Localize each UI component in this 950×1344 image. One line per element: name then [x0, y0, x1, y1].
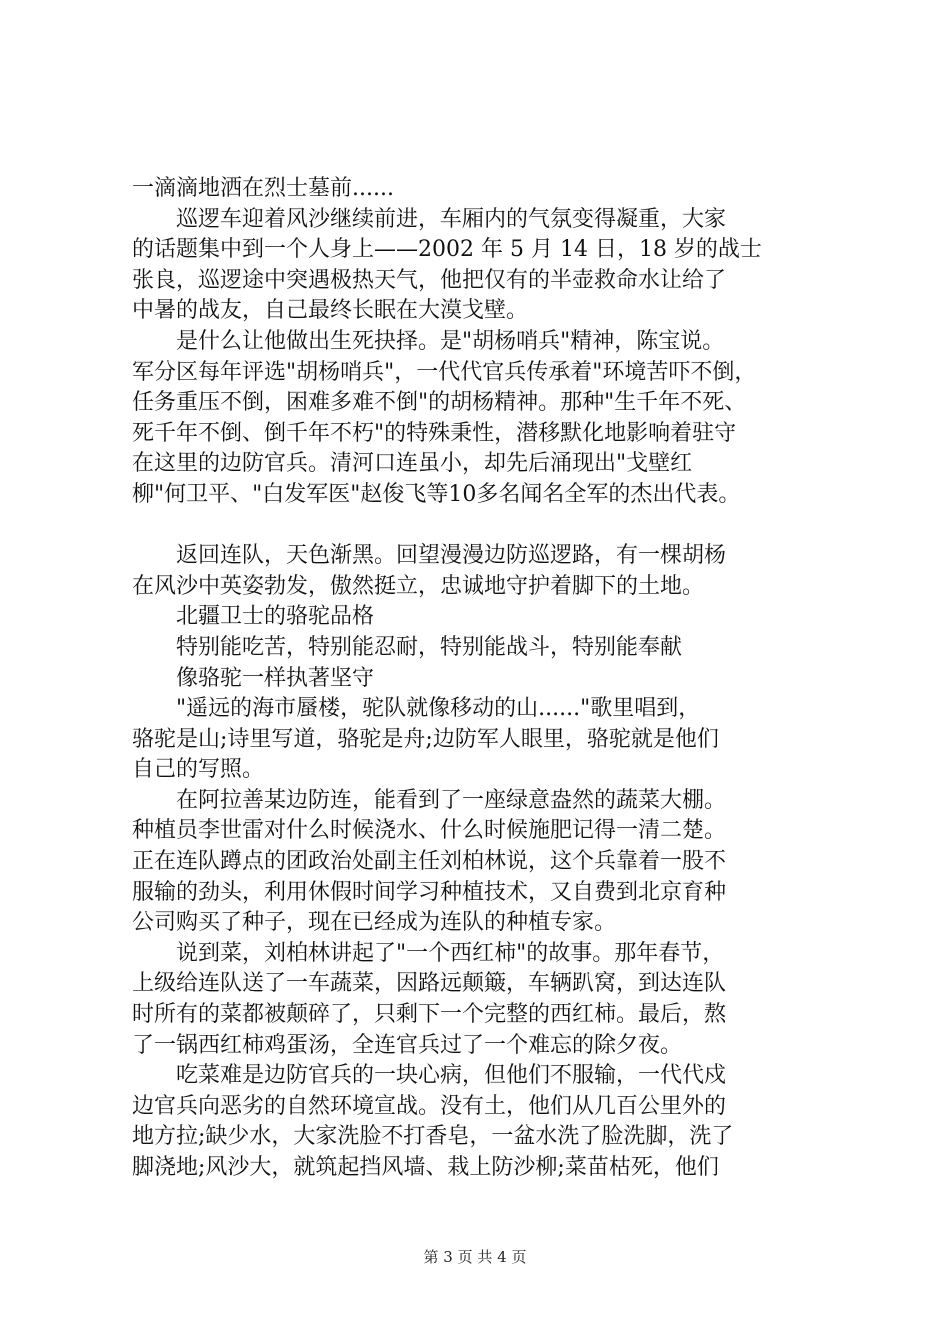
- text-line: 吃菜难是边防官兵的一块心病，但他们不服输，一代代戍: [176, 1063, 727, 1089]
- text-line: 死千年不倒、倒千年不朽"的特殊秉性，潜移默化地影响着驻守: [132, 420, 737, 446]
- text-line: 在风沙中英姿勃发，傲然挺立，忠诚地守护着脚下的土地。: [132, 573, 705, 599]
- text-line: 时所有的菜都被颠碎了，只剩下一个完整的西红柿。最后，熬: [132, 1002, 727, 1028]
- body-text: [132, 174, 836, 1184]
- text-line: 正在连队蹲点的团政治处副主任刘柏林说，这个兵靠着一股不: [132, 849, 727, 875]
- section-subheading: 特别能吃苦，特别能忍耐，特别能战斗，特别能奉献: [176, 634, 683, 660]
- text-line: 上级给连队送了一车蔬菜，因路远颠簸，车辆趴窝，到达连队: [132, 971, 727, 997]
- text-line: 的话题集中到一个人身上——2002 年 5 月 14 日，18 岁的战士: [132, 237, 762, 263]
- text-line: 公司购买了种子，现在已经成为连队的种植专家。: [132, 910, 617, 936]
- text-line: "遥远的海市蜃楼，驼队就像移动的山......"歌里唱到，: [176, 696, 701, 722]
- text-line: 自己的写照。: [132, 757, 265, 783]
- text-line: 中暑的战友，自己最终长眠在大漠戈壁。: [132, 298, 529, 324]
- text-line: 服输的劲头，利用休假时间学习种植技术，又自费到北京育种: [132, 879, 727, 905]
- text-line: 是什么让他做出生死抉择。是"胡杨哨兵"精神，陈宝说。: [176, 328, 725, 354]
- section-subheading: 像骆驼一样执著坚守: [176, 665, 375, 691]
- page-number: 第 3 页 共 4 页: [423, 1248, 527, 1266]
- text-line: 柳"何卫平、"白发军医"赵俊飞等10多名闻名全军的杰出代表。: [132, 481, 741, 507]
- text-line: 在这里的边防官兵。清河口连虽小，却先后涌现出"戈壁红: [132, 451, 693, 477]
- page-footer: [0, 1246, 950, 1267]
- text-line: 了一锅西红柿鸡蛋汤，全连官兵过了一个难忘的除夕夜。: [132, 1032, 683, 1058]
- text-line: 返回连队，天色渐黑。回望漫漫边防巡逻路，有一棵胡杨: [176, 543, 727, 569]
- text-line: 张良，巡逻途中突遇极热天气，他把仅有的半壶救命水让给了: [132, 267, 727, 293]
- text-line: 在阿拉善某边防连，能看到了一座绿意盎然的蔬菜大棚。: [176, 787, 727, 813]
- text-line: 任务重压不倒，困难多难不倒"的胡杨精神。那种"生千年不死、: [132, 390, 747, 416]
- text-line: 地方拉;缺少水，大家洗脸不打香皂，一盆水洗了脸洗脚，洗了: [132, 1124, 734, 1150]
- text-line: 说到菜，刘柏林讲起了"一个西红柿"的故事。那年春节，: [176, 940, 725, 966]
- text-line: 巡逻车迎着风沙继续前进，车厢内的气氛变得凝重，大家: [176, 206, 727, 232]
- text-line: 一滴滴地洒在烈士墓前......: [132, 176, 394, 201]
- text-line: 脚浇地;风沙大，就筑起挡风墙、栽上防沙柳;菜苗枯死，他们: [132, 1155, 719, 1180]
- section-heading: 北疆卫士的骆驼品格: [176, 604, 375, 630]
- text-line: 种植员李世雷对什么时候浇水、什么时候施肥记得一清二楚。: [132, 818, 727, 844]
- text-line: 军分区每年评选"胡杨哨兵"，一代代官兵传承着"环境苦吓不倒，: [132, 359, 757, 385]
- text-line: 骆驼是山;诗里写道，骆驼是舟;边防军人眼里，骆驼就是他们: [132, 726, 719, 752]
- text-line: 边官兵向恶劣的自然环境宣战。没有土，他们从几百公里外的: [132, 1093, 727, 1119]
- paragraph-gap: [132, 511, 836, 542]
